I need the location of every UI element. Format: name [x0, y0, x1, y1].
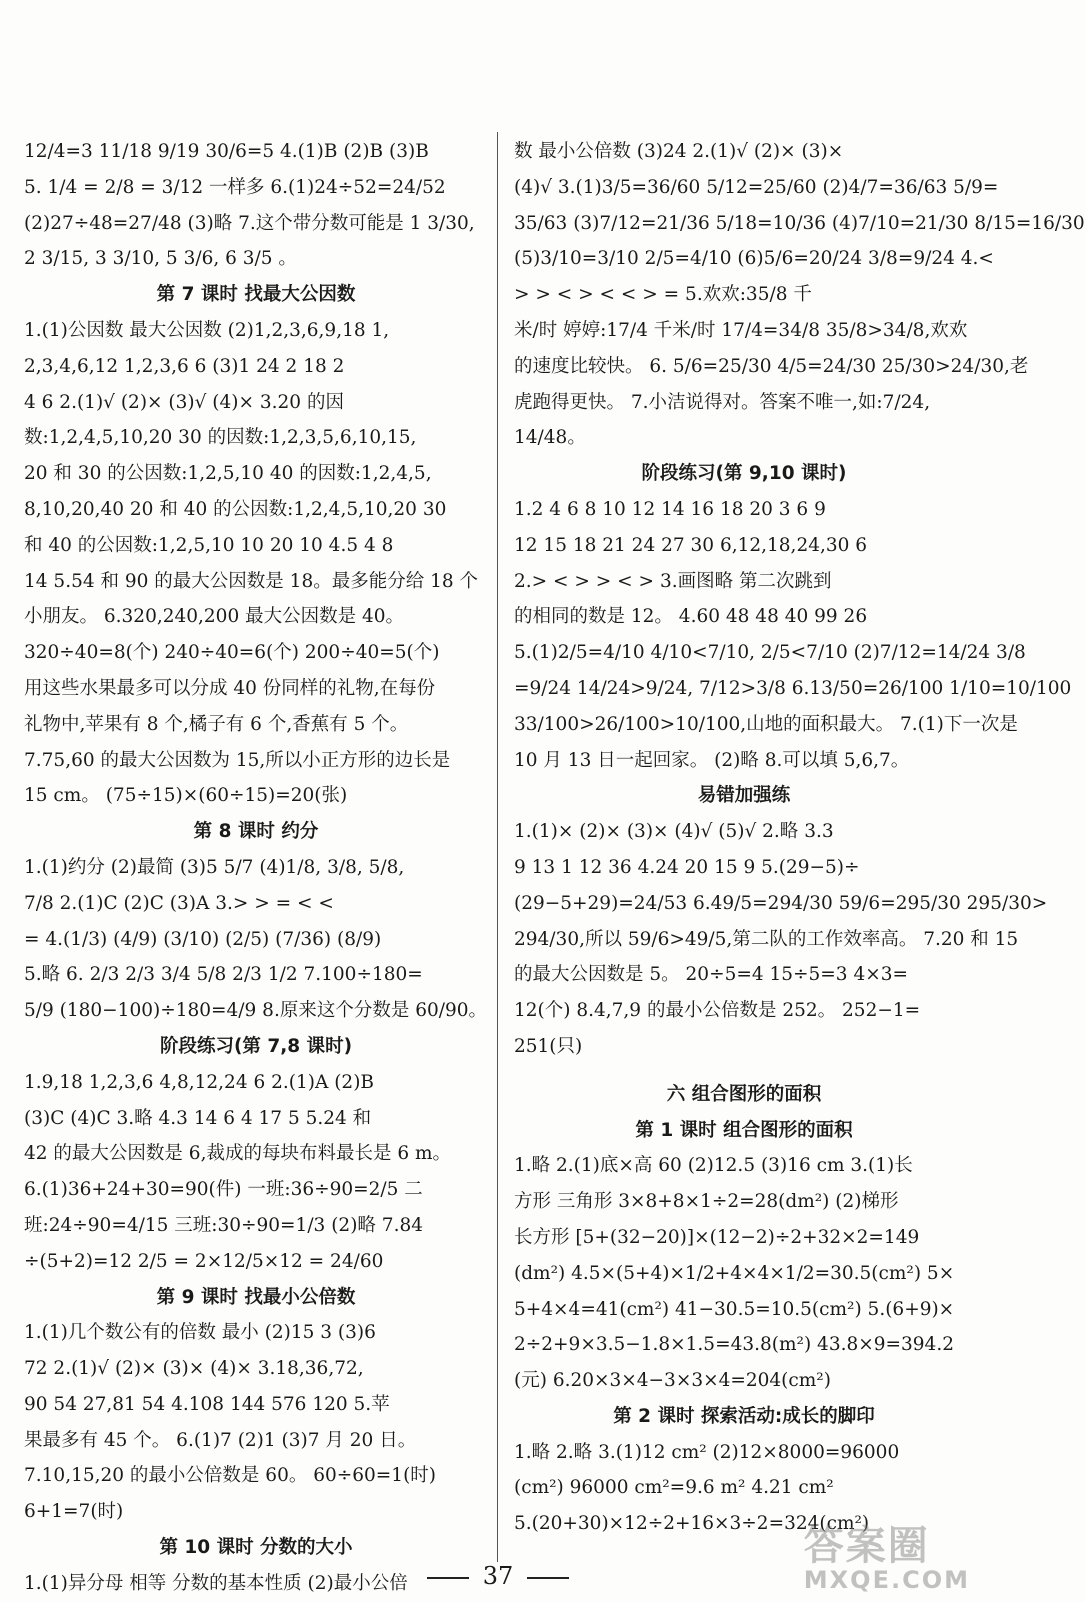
answer-line: 1.(1)异分母 相等 分数的基本性质 (2)最小公倍 [24, 1572, 408, 1594]
answer-line: 72 2.(1)√ (2)× (3)× (4)× 3.18,36,72, [24, 1358, 364, 1380]
section-heading: 第 8 课时 约分 [193, 821, 319, 843]
answer-line: 7.75,60 的最大公因数为 15,所以小正方形的边长是 [24, 749, 451, 771]
section-heading: 第 2 课时 探索活动:成长的脚印 [613, 1405, 875, 1427]
answer-line: 的最大公因数是 5。 20÷5=4 15÷5=3 4×3= [514, 964, 909, 986]
answer-line: (2)27÷48=27/48 (3)略 7.这个带分数可能是 1 3/30, [24, 212, 475, 234]
answer-line: 90 54 27,81 54 4.108 144 576 120 5.苹 [24, 1393, 390, 1415]
answer-line: > > < > < < > = 5.欢欢:35/8 千 [514, 284, 812, 306]
answer-line: 虎跑得更快。 7.小洁说得对。答案不唯一,如:7/24, [514, 391, 931, 413]
answer-line: 9 13 1 12 36 4.24 20 15 9 5.(29−5)÷ [514, 856, 860, 878]
answer-line: 42 的最大公因数是 6,裁成的每块布料最长是 6 m。 [24, 1143, 452, 1165]
section-heading: 第 1 课时 组合图形的面积 [635, 1119, 853, 1141]
answer-line: 5+4×4=41(cm²) 41−30.5=10.5(cm²) 5.(6+9)× [514, 1298, 955, 1320]
answer-line: (5)3/10=3/10 2/5=4/10 (6)5/6=20/24 3/8=9/24 4.< [514, 248, 994, 270]
answer-line: 1.2 4 6 8 10 12 14 16 18 20 3 6 9 [514, 498, 826, 520]
answer-line: 2 3/15, 3 3/10, 5 3/6, 6 3/5 。 [24, 248, 297, 270]
answer-line: 2,3,4,6,12 1,2,3,6 6 (3)1 24 2 18 2 [24, 355, 345, 377]
answer-line: 1.(1)几个数公有的倍数 最小 (2)15 3 (3)6 [24, 1322, 376, 1344]
answer-line: 33/100>26/100>10/100,山地的面积最大。 7.(1)下一次是 [514, 713, 1018, 735]
answer-line: 5.(1)2/5=4/10 4/10<7/10, 2/5<7/10 (2)7/12=14/24 3/8 [514, 642, 1026, 664]
watermark-top: 答案圈 [803, 1523, 930, 1569]
section-heading: 第 7 课时 找最大公因数 [156, 284, 356, 306]
section-heading: 阶段练习(第 9,10 课时) [641, 463, 847, 485]
answer-line: 7/8 2.(1)C (2)C (3)A 3.> > = < < [24, 892, 334, 914]
answer-line: 14 5.54 和 90 的最大公因数是 18。最多能分给 18 个 [24, 570, 479, 592]
answer-line: 5.(20+30)×12÷2+16×3÷2=324(cm²) [514, 1513, 870, 1535]
section-heading: 六 组合图形的面积 [666, 1083, 822, 1105]
answer-line: 2.> < > > < > 3.画图略 第二次跳到 [514, 570, 832, 592]
answer-line: 6+1=7(时) [24, 1501, 124, 1523]
answer-line: ÷(5+2)=12 2/5 = 2×12/5×12 = 24/60 [24, 1250, 384, 1272]
watermark-bottom: MXQE.COM [803, 1566, 970, 1594]
page-number: 37 [482, 1562, 514, 1590]
answer-line: 320÷40=8(个) 240÷40=6(个) 200÷40=5(个) [24, 642, 440, 664]
section-heading: 阶段练习(第 7,8 课时) [159, 1035, 353, 1057]
answer-line: 1.(1)公因数 最大公因数 (2)1,2,3,6,9,18 1, [24, 319, 390, 341]
answer-line: 的速度比较快。 6. 5/6=25/30 4/5=24/30 25/30>24/30,老 [514, 355, 1029, 377]
answer-line: 1.(1)× (2)× (3)× (4)√ (5)√ 2.略 3.3 [514, 821, 834, 843]
answer-line: 1.略 2.(1)底×高 60 (2)12.5 (3)16 cm 3.(1)长 [514, 1155, 913, 1177]
section-heading: 第 9 课时 找最小公倍数 [156, 1286, 356, 1308]
answer-line: 1.9,18 1,2,3,6 4,8,12,24 6 2.(1)A (2)B [24, 1071, 375, 1093]
answer-line: 1.(1)约分 (2)最简 (3)5 5/7 (4)1/8, 3/8, 5/8, [24, 856, 405, 878]
answer-line: 20 和 30 的公因数:1,2,5,10 40 的因数:1,2,4,5, [24, 463, 432, 485]
answer-line [514, 1065, 974, 1077]
answer-line: =9/24 14/24>9/24, 7/12>3/8 6.13/50=26/100 1/10=10/100 [514, 677, 1072, 699]
section-heading: 易错加强练 [697, 785, 791, 807]
answer-line: 12/4=3 11/18 9/19 30/6=5 4.(1)B (2)B (3)B [24, 141, 429, 162]
answer-line: 数:1,2,4,5,10,20 30 的因数:1,2,3,5,6,10,15, [24, 427, 417, 449]
answer-line: 1.略 2.略 3.(1)12 cm² (2)12×8000=96000 [514, 1441, 900, 1463]
section-heading: 第 10 课时 分数的大小 [159, 1537, 353, 1559]
answer-line: 班:24÷90=4/15 三班:30÷90=1/3 (2)略 7.84 [24, 1214, 423, 1236]
answer-line: 的相同的数是 12。 4.60 48 48 40 99 26 [514, 606, 868, 628]
answer-line: 果最多有 45 个。 6.(1)7 (2)1 (3)7 月 20 日。 [24, 1429, 417, 1451]
answer-line: (元) 6.20×3×4−3×3×4=204(cm²) [514, 1370, 831, 1392]
answer-line: 小朋友。 6.320,240,200 最大公因数是 40。 [24, 606, 405, 628]
answer-line: 15 cm。 (75÷15)×(60÷15)=20(张) [24, 785, 348, 807]
answer-line: 251(只) [514, 1035, 583, 1057]
answer-line: 2÷2+9×3.5−1.8×1.5=43.8(m²) 43.8×9=394.2 [514, 1334, 954, 1356]
left-column [24, 134, 488, 1602]
answer-line: (29−5+29)=24/53 6.49/5=294/30 59/6=295/30 295/30> [514, 892, 1048, 914]
answer-line: 长方形 [5+(32−20)]×(12−2)÷2+32×2=149 [514, 1226, 920, 1248]
answer-line: 294/30,所以 59/6>49/5,第二队的工作效率高。 7.20 和 15 [514, 928, 1019, 950]
right-column [514, 134, 1085, 1542]
footer-dash-left [427, 1577, 469, 1579]
answer-line: 12(个) 8.4,7,9 的最小公倍数是 252。 252−1= [514, 1000, 921, 1022]
watermark-logo [803, 1523, 970, 1594]
footer-dash-right [527, 1577, 569, 1579]
answer-line: 6.(1)36+24+30=90(件) 一班:36÷90=2/5 二 [24, 1179, 423, 1201]
answer-line: (3)C (4)C 3.略 4.3 14 6 4 17 5 5.24 和 [24, 1107, 372, 1129]
answer-line: 8,10,20,40 20 和 40 的公因数:1,2,4,5,10,20 30 [24, 498, 447, 520]
answer-line: 7.10,15,20 的最小公倍数是 60。 60÷60=1(时) [24, 1465, 437, 1487]
answer-line: (dm²) 4.5×(5+4)×1/2+4×4×1/2=30.5(cm²) 5× [514, 1262, 955, 1284]
answer-line: 数 最小公倍数 (3)24 2.(1)√ (2)× (3)× [514, 141, 844, 162]
answer-line: 35/63 (3)7/12=21/36 5/18=10/36 (4)7/10=21/30 8/15=16/30 [514, 212, 1085, 234]
answer-line: 和 40 的公因数:1,2,5,10 10 20 10 4.5 4 8 [24, 534, 394, 556]
answer-line: 12 15 18 21 24 27 30 6,12,18,24,30 6 [514, 534, 868, 556]
answer-line: 方形 三角形 3×8+8×1÷2=28(dm²) (2)梯形 [514, 1191, 899, 1213]
answer-line: 5. 1/4 = 2/8 = 3/12 一样多 6.(1)24÷52=24/52 [24, 176, 446, 198]
answer-line: 14/48。 [514, 427, 586, 449]
answer-line: 10 月 13 日一起回家。 (2)略 8.可以填 5,6,7。 [514, 749, 910, 771]
answer-line: 4 6 2.(1)√ (2)× (3)√ (4)× 3.20 的因 [24, 391, 344, 413]
answer-line: (cm²) 96000 cm²=9.6 m² 4.21 cm² [514, 1477, 834, 1499]
column-divider [497, 132, 498, 1562]
answer-line: 5/9 (180−100)÷180=4/9 8.原来这个分数是 60/90。 [24, 1000, 488, 1022]
answer-line: 米/时 婷婷:17/4 千米/时 17/4=34/8 35/8>34/8,欢欢 [514, 319, 968, 341]
answer-line: (4)√ 3.(1)3/5=36/60 5/12=25/60 (2)4/7=36/63 5/9= [514, 176, 999, 198]
answer-line: 礼物中,苹果有 8 个,橘子有 6 个,香蕉有 5 个。 [24, 713, 409, 735]
answer-line: 用这些水果最多可以分成 40 份同样的礼物,在每份 [24, 677, 436, 699]
answer-line: = 4.(1/3) (4/9) (3/10) (2/5) (7/36) (8/9) [24, 928, 382, 950]
answer-line: 5.略 6. 2/3 2/3 3/4 5/8 2/3 1/2 7.100÷180= [24, 964, 423, 986]
